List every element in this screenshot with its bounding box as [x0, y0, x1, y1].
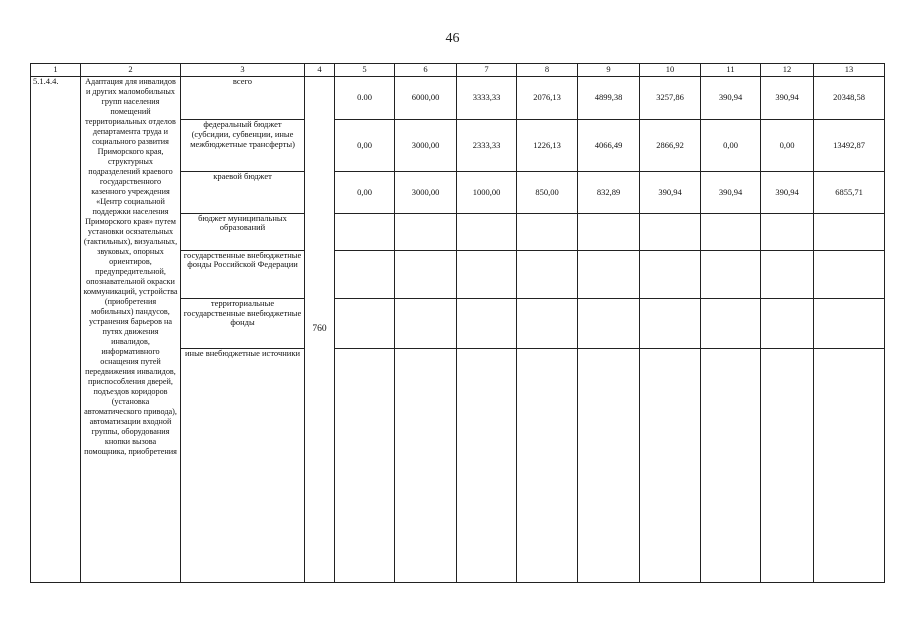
- grbs-code: 760: [305, 77, 335, 583]
- table-cell: 4899,38: [578, 77, 640, 120]
- funding-source: государственные внебюджетные фонды Российской Федерации: [181, 250, 305, 298]
- table-cell: [395, 349, 457, 583]
- column-header: 7: [457, 64, 517, 77]
- table-cell: 0,00: [761, 120, 814, 172]
- column-header: 12: [761, 64, 814, 77]
- table-cell: 4066,49: [578, 120, 640, 172]
- table-cell: 2076,13: [517, 77, 578, 120]
- table-row: [31, 77, 885, 120]
- table-cell: [517, 213, 578, 250]
- table-cell: [578, 213, 640, 250]
- funding-source: краевой бюджет: [181, 172, 305, 213]
- table-cell: [517, 250, 578, 298]
- column-header: 1: [31, 64, 81, 77]
- table-cell: [395, 298, 457, 348]
- table-cell: 1000,00: [457, 172, 517, 213]
- table-cell: 390,94: [761, 172, 814, 213]
- column-header: 2: [81, 64, 181, 77]
- table-cell: 3000,00: [395, 172, 457, 213]
- column-header: 3: [181, 64, 305, 77]
- table-cell: 3333,33: [457, 77, 517, 120]
- table-cell: [640, 298, 701, 348]
- funding-source: всего: [181, 77, 305, 120]
- column-header: 8: [517, 64, 578, 77]
- funding-source: федеральный бюджет (субсидии, субвенции, иные межбюджетные трансферты): [181, 120, 305, 172]
- table-cell: 3257,86: [640, 77, 701, 120]
- column-header: 11: [701, 64, 761, 77]
- table-cell: [814, 213, 885, 250]
- table-cell: [517, 298, 578, 348]
- table-cell: 390,94: [701, 77, 761, 120]
- table-cell: 6855,71: [814, 172, 885, 213]
- table-cell: 0,00: [335, 172, 395, 213]
- table-cell: 1226,13: [517, 120, 578, 172]
- column-header: 6: [395, 64, 457, 77]
- table-cell: [640, 349, 701, 583]
- column-header: 4: [305, 64, 335, 77]
- table-cell: [517, 349, 578, 583]
- table-cell: [814, 298, 885, 348]
- table-cell: 390,94: [701, 172, 761, 213]
- table-cell: [640, 213, 701, 250]
- table-cell: [578, 250, 640, 298]
- table-cell: [457, 298, 517, 348]
- table-cell: 13492,87: [814, 120, 885, 172]
- funding-source: бюджет муниципальных образований: [181, 213, 305, 250]
- item-description: Адаптация для инвалидов и других маломобильных групп населения помещений территориальных отделов департамента труда и социального развития Приморского края, структурных подразделений краевого государственного казенного учреждения «Центр социальной поддержки населения Приморского края» путем установки осязательных (тактильных), визуальных, звуковых, опорных ориентиров, предупредительной, опознавательной окраски коммуникаций, устройства (приобретения мобильных) пандусов, устранения барьеров на путях движения инвалидов, информативного оснащения путей передвижения инвалидов, приспособления дверей, подъездов коридоров (установка автоматического привода), автоматизации входной группы, оборудования кнопки вызова помощника, приобретения: [81, 77, 181, 583]
- column-header: 13: [814, 64, 885, 77]
- table-cell: 832,89: [578, 172, 640, 213]
- table-cell: [814, 250, 885, 298]
- column-header: 5: [335, 64, 395, 77]
- item-code: 5.1.4.4.: [31, 77, 81, 583]
- table-cell: [761, 250, 814, 298]
- table-cell: [457, 250, 517, 298]
- table-cell: [640, 250, 701, 298]
- table-cell: 0,00: [335, 120, 395, 172]
- budget-table: [30, 63, 885, 583]
- table-cell: [335, 298, 395, 348]
- table-cell: [457, 349, 517, 583]
- table-cell: [761, 213, 814, 250]
- column-header: 9: [578, 64, 640, 77]
- table-cell: 20348,58: [814, 77, 885, 120]
- table-cell: [761, 298, 814, 348]
- page-number: 46: [445, 31, 460, 46]
- table-cell: [578, 349, 640, 583]
- table-header-row: [31, 64, 885, 77]
- table-cell: 390,94: [761, 77, 814, 120]
- funding-source: иные внебюджетные источники: [181, 349, 305, 583]
- table-cell: 0,00: [701, 120, 761, 172]
- funding-source: территориальные государственные внебюджетные фонды: [181, 298, 305, 348]
- table-cell: [335, 250, 395, 298]
- table-cell: [457, 213, 517, 250]
- table-cell: [335, 349, 395, 583]
- table-cell: 3000,00: [395, 120, 457, 172]
- table-cell: [701, 298, 761, 348]
- table-cell: 390,94: [640, 172, 701, 213]
- table-cell: [395, 250, 457, 298]
- table-cell: [701, 213, 761, 250]
- table-cell: [335, 213, 395, 250]
- table-cell: 850,00: [517, 172, 578, 213]
- table-cell: [761, 349, 814, 583]
- table-cell: 0.00: [335, 77, 395, 120]
- table-cell: [701, 349, 761, 583]
- table-cell: 6000,00: [395, 77, 457, 120]
- table-cell: [814, 349, 885, 583]
- table-cell: 2333,33: [457, 120, 517, 172]
- column-header: 10: [640, 64, 701, 77]
- table-cell: [395, 213, 457, 250]
- table-cell: 2866,92: [640, 120, 701, 172]
- table-cell: [578, 298, 640, 348]
- table-cell: [701, 250, 761, 298]
